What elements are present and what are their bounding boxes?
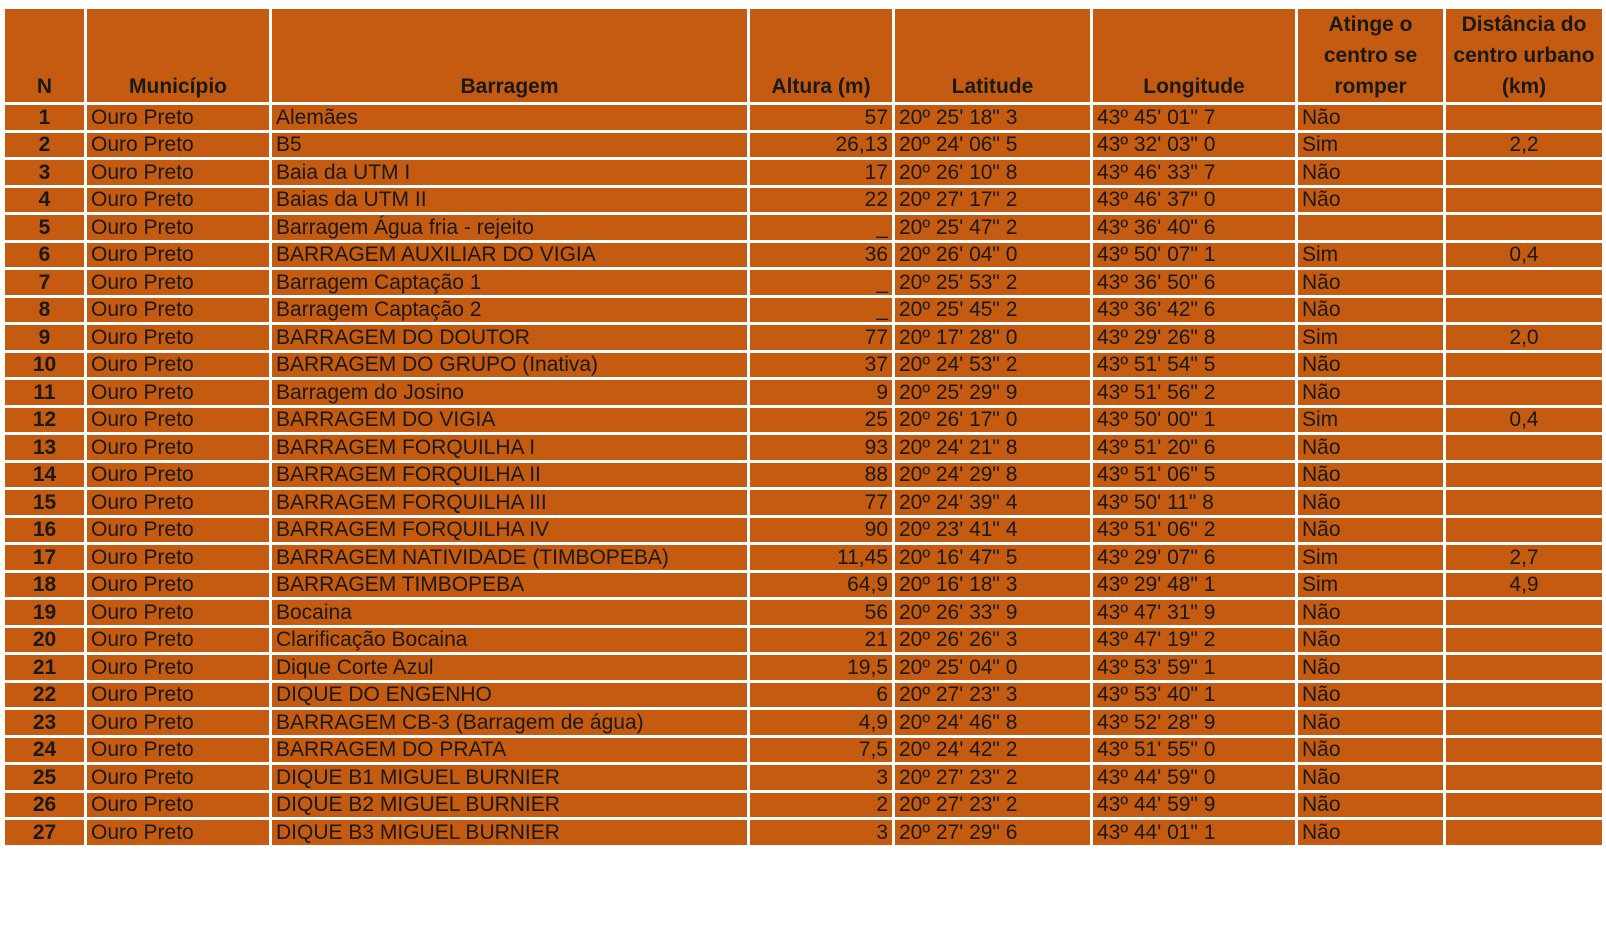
- cell-atinge: Não: [1297, 654, 1445, 682]
- cell-latitude: 20º 24' 39" 4: [894, 489, 1092, 517]
- cell-longitude: 43º 51' 55" 0: [1092, 736, 1297, 764]
- cell-latitude: 20º 25' 45" 2: [894, 296, 1092, 324]
- cell-longitude: 43º 29' 26" 8: [1092, 324, 1297, 352]
- table-row: [4, 379, 1604, 407]
- cell-atinge: Não: [1297, 461, 1445, 489]
- cell-barragem: Baia da UTM I: [271, 159, 749, 187]
- cell-municipio: Ouro Preto: [86, 764, 271, 792]
- cell-latitude: 20º 24' 42" 2: [894, 736, 1092, 764]
- cell-atinge: Sim: [1297, 241, 1445, 269]
- cell-barragem: BARRAGEM CB-3 (Barragem de água): [271, 709, 749, 737]
- cell-barragem: DIQUE B2 MIGUEL BURNIER: [271, 791, 749, 819]
- cell-municipio: Ouro Preto: [86, 434, 271, 462]
- cell-municipio: Ouro Preto: [86, 296, 271, 324]
- cell-distancia: 4,9: [1445, 571, 1604, 599]
- cell-longitude: 43º 53' 59" 1: [1092, 654, 1297, 682]
- cell-latitude: 20º 27' 29" 6: [894, 819, 1092, 847]
- table-row: [4, 544, 1604, 572]
- table-row: [4, 406, 1604, 434]
- cell-altura: _: [749, 214, 894, 242]
- cell-distancia: [1445, 379, 1604, 407]
- cell-altura: 19,5: [749, 654, 894, 682]
- cell-distancia: [1445, 819, 1604, 847]
- cell-altura: 57: [749, 104, 894, 132]
- cell-latitude: 20º 26' 04" 0: [894, 241, 1092, 269]
- cell-n: 15: [4, 489, 86, 517]
- cell-municipio: Ouro Preto: [86, 186, 271, 214]
- cell-latitude: 20º 27' 23" 3: [894, 681, 1092, 709]
- cell-latitude: 20º 26' 17" 0: [894, 406, 1092, 434]
- cell-distancia: [1445, 764, 1604, 792]
- dams-sheet: [2, 6, 1602, 848]
- cell-altura: 77: [749, 489, 894, 517]
- cell-municipio: Ouro Preto: [86, 461, 271, 489]
- cell-n: 7: [4, 269, 86, 297]
- cell-municipio: Ouro Preto: [86, 599, 271, 627]
- cell-barragem: BARRAGEM FORQUILHA II: [271, 461, 749, 489]
- cell-distancia: 2,7: [1445, 544, 1604, 572]
- cell-distancia: [1445, 214, 1604, 242]
- cell-municipio: Ouro Preto: [86, 269, 271, 297]
- cell-altura: 25: [749, 406, 894, 434]
- cell-longitude: 43º 53' 40" 1: [1092, 681, 1297, 709]
- cell-longitude: 43º 44' 59" 9: [1092, 791, 1297, 819]
- cell-n: 6: [4, 241, 86, 269]
- cell-altura: 3: [749, 819, 894, 847]
- header-altura: Altura (m): [749, 8, 894, 104]
- cell-municipio: Ouro Preto: [86, 324, 271, 352]
- cell-barragem: Clarificação Bocaina: [271, 626, 749, 654]
- cell-altura: 56: [749, 599, 894, 627]
- cell-longitude: 43º 36' 42" 6: [1092, 296, 1297, 324]
- cell-altura: 77: [749, 324, 894, 352]
- cell-latitude: 20º 24' 06" 5: [894, 131, 1092, 159]
- cell-atinge: Sim: [1297, 324, 1445, 352]
- cell-atinge: Não: [1297, 626, 1445, 654]
- cell-longitude: 43º 46' 37" 0: [1092, 186, 1297, 214]
- cell-barragem: BARRAGEM TIMBOPEBA: [271, 571, 749, 599]
- cell-municipio: Ouro Preto: [86, 626, 271, 654]
- cell-atinge: Não: [1297, 434, 1445, 462]
- cell-municipio: Ouro Preto: [86, 571, 271, 599]
- cell-n: 25: [4, 764, 86, 792]
- cell-altura: _: [749, 269, 894, 297]
- header-municipio: Município: [86, 8, 271, 104]
- cell-barragem: DIQUE B1 MIGUEL BURNIER: [271, 764, 749, 792]
- cell-barragem: Alemães: [271, 104, 749, 132]
- cell-municipio: Ouro Preto: [86, 489, 271, 517]
- cell-n: 22: [4, 681, 86, 709]
- cell-longitude: 43º 44' 59" 0: [1092, 764, 1297, 792]
- cell-latitude: 20º 16' 18" 3: [894, 571, 1092, 599]
- table-row: [4, 736, 1604, 764]
- cell-atinge: Não: [1297, 104, 1445, 132]
- cell-municipio: Ouro Preto: [86, 406, 271, 434]
- cell-n: 3: [4, 159, 86, 187]
- cell-distancia: [1445, 791, 1604, 819]
- cell-municipio: Ouro Preto: [86, 159, 271, 187]
- cell-barragem: Barragem do Josino: [271, 379, 749, 407]
- cell-atinge: Não: [1297, 489, 1445, 517]
- header-row: [4, 8, 1604, 104]
- cell-atinge: Não: [1297, 159, 1445, 187]
- cell-distancia: [1445, 461, 1604, 489]
- cell-altura: 4,9: [749, 709, 894, 737]
- cell-distancia: 0,4: [1445, 241, 1604, 269]
- cell-altura: 11,45: [749, 544, 894, 572]
- cell-longitude: 43º 47' 19" 2: [1092, 626, 1297, 654]
- cell-municipio: Ouro Preto: [86, 104, 271, 132]
- cell-altura: 17: [749, 159, 894, 187]
- cell-n: 4: [4, 186, 86, 214]
- cell-latitude: 20º 26' 10" 8: [894, 159, 1092, 187]
- table-row: [4, 351, 1604, 379]
- cell-latitude: 20º 25' 29" 9: [894, 379, 1092, 407]
- cell-n: 20: [4, 626, 86, 654]
- cell-altura: 26,13: [749, 131, 894, 159]
- header-latitude: Latitude: [894, 8, 1092, 104]
- cell-longitude: 43º 51' 54" 5: [1092, 351, 1297, 379]
- cell-barragem: BARRAGEM DO DOUTOR: [271, 324, 749, 352]
- table-row: [4, 819, 1604, 847]
- cell-altura: 3: [749, 764, 894, 792]
- table-row: [4, 571, 1604, 599]
- cell-longitude: 43º 32' 03" 0: [1092, 131, 1297, 159]
- cell-atinge: Sim: [1297, 544, 1445, 572]
- cell-longitude: 43º 29' 48" 1: [1092, 571, 1297, 599]
- cell-atinge: Não: [1297, 186, 1445, 214]
- cell-distancia: [1445, 654, 1604, 682]
- cell-distancia: [1445, 351, 1604, 379]
- cell-n: 9: [4, 324, 86, 352]
- header-distancia: Distância do centro urbano (km): [1445, 8, 1604, 104]
- cell-municipio: Ouro Preto: [86, 654, 271, 682]
- cell-longitude: 43º 47' 31" 9: [1092, 599, 1297, 627]
- cell-distancia: 2,2: [1445, 131, 1604, 159]
- cell-longitude: 43º 50' 07" 1: [1092, 241, 1297, 269]
- cell-barragem: BARRAGEM AUXILIAR DO VIGIA: [271, 241, 749, 269]
- cell-barragem: BARRAGEM FORQUILHA III: [271, 489, 749, 517]
- table-row: [4, 516, 1604, 544]
- cell-altura: 9: [749, 379, 894, 407]
- cell-atinge: Não: [1297, 819, 1445, 847]
- header-longitude: Longitude: [1092, 8, 1297, 104]
- cell-distancia: [1445, 186, 1604, 214]
- cell-n: 16: [4, 516, 86, 544]
- cell-latitude: 20º 23' 41" 4: [894, 516, 1092, 544]
- cell-barragem: Dique Corte Azul: [271, 654, 749, 682]
- cell-latitude: 20º 24' 21" 8: [894, 434, 1092, 462]
- table-row: [4, 681, 1604, 709]
- table-row: [4, 599, 1604, 627]
- cell-altura: 21: [749, 626, 894, 654]
- cell-altura: 90: [749, 516, 894, 544]
- cell-distancia: [1445, 736, 1604, 764]
- table-row: [4, 159, 1604, 187]
- header-atinge: Atinge o centro se romper: [1297, 8, 1445, 104]
- cell-distancia: [1445, 269, 1604, 297]
- cell-n: 5: [4, 214, 86, 242]
- cell-barragem: Baias da UTM II: [271, 186, 749, 214]
- cell-municipio: Ouro Preto: [86, 791, 271, 819]
- cell-municipio: Ouro Preto: [86, 681, 271, 709]
- cell-municipio: Ouro Preto: [86, 241, 271, 269]
- cell-barragem: Barragem Captação 2: [271, 296, 749, 324]
- table-row: [4, 654, 1604, 682]
- cell-longitude: 43º 45' 01" 7: [1092, 104, 1297, 132]
- cell-atinge: Sim: [1297, 406, 1445, 434]
- cell-n: 2: [4, 131, 86, 159]
- cell-latitude: 20º 27' 23" 2: [894, 764, 1092, 792]
- cell-atinge: Não: [1297, 764, 1445, 792]
- cell-barragem: B5: [271, 131, 749, 159]
- cell-n: 8: [4, 296, 86, 324]
- cell-atinge: [1297, 214, 1445, 242]
- cell-atinge: Não: [1297, 736, 1445, 764]
- cell-longitude: 43º 51' 56" 2: [1092, 379, 1297, 407]
- cell-n: 21: [4, 654, 86, 682]
- cell-latitude: 20º 26' 33" 9: [894, 599, 1092, 627]
- cell-longitude: 43º 36' 40" 6: [1092, 214, 1297, 242]
- cell-latitude: 20º 25' 47" 2: [894, 214, 1092, 242]
- table-header: [4, 8, 1604, 104]
- cell-longitude: 43º 50' 11" 8: [1092, 489, 1297, 517]
- cell-distancia: [1445, 296, 1604, 324]
- cell-n: 19: [4, 599, 86, 627]
- cell-distancia: 0,4: [1445, 406, 1604, 434]
- cell-longitude: 43º 52' 28" 9: [1092, 709, 1297, 737]
- cell-altura: 2: [749, 791, 894, 819]
- cell-latitude: 20º 27' 17" 2: [894, 186, 1092, 214]
- cell-longitude: 43º 51' 06" 5: [1092, 461, 1297, 489]
- cell-distancia: [1445, 159, 1604, 187]
- cell-atinge: Não: [1297, 516, 1445, 544]
- table-row: [4, 186, 1604, 214]
- cell-distancia: [1445, 709, 1604, 737]
- cell-altura: 37: [749, 351, 894, 379]
- cell-altura: 88: [749, 461, 894, 489]
- cell-altura: 7,5: [749, 736, 894, 764]
- cell-municipio: Ouro Preto: [86, 709, 271, 737]
- cell-altura: 22: [749, 186, 894, 214]
- cell-barragem: Bocaina: [271, 599, 749, 627]
- cell-atinge: Não: [1297, 681, 1445, 709]
- cell-n: 12: [4, 406, 86, 434]
- cell-municipio: Ouro Preto: [86, 819, 271, 847]
- cell-longitude: 43º 29' 07" 6: [1092, 544, 1297, 572]
- cell-latitude: 20º 16' 47" 5: [894, 544, 1092, 572]
- cell-barragem: BARRAGEM FORQUILHA IV: [271, 516, 749, 544]
- cell-n: 14: [4, 461, 86, 489]
- cell-n: 10: [4, 351, 86, 379]
- table-row: [4, 269, 1604, 297]
- cell-n: 1: [4, 104, 86, 132]
- cell-distancia: [1445, 516, 1604, 544]
- cell-latitude: 20º 24' 53" 2: [894, 351, 1092, 379]
- cell-municipio: Ouro Preto: [86, 351, 271, 379]
- table-row: [4, 489, 1604, 517]
- cell-atinge: Não: [1297, 351, 1445, 379]
- cell-distancia: [1445, 599, 1604, 627]
- cell-altura: 6: [749, 681, 894, 709]
- cell-distancia: [1445, 434, 1604, 462]
- cell-atinge: Sim: [1297, 131, 1445, 159]
- cell-barragem: BARRAGEM DO PRATA: [271, 736, 749, 764]
- table-row: [4, 296, 1604, 324]
- cell-barragem: BARRAGEM DO GRUPO (Inativa): [271, 351, 749, 379]
- cell-barragem: Barragem Água fria - rejeito: [271, 214, 749, 242]
- cell-distancia: [1445, 489, 1604, 517]
- table-row: [4, 791, 1604, 819]
- cell-municipio: Ouro Preto: [86, 544, 271, 572]
- cell-n: 18: [4, 571, 86, 599]
- cell-latitude: 20º 25' 53" 2: [894, 269, 1092, 297]
- cell-n: 24: [4, 736, 86, 764]
- table-row: [4, 104, 1604, 132]
- cell-latitude: 20º 24' 29" 8: [894, 461, 1092, 489]
- cell-barragem: Barragem Captação 1: [271, 269, 749, 297]
- cell-altura: 93: [749, 434, 894, 462]
- cell-latitude: 20º 26' 26" 3: [894, 626, 1092, 654]
- cell-longitude: 43º 36' 50" 6: [1092, 269, 1297, 297]
- table-row: [4, 214, 1604, 242]
- cell-municipio: Ouro Preto: [86, 516, 271, 544]
- cell-municipio: Ouro Preto: [86, 131, 271, 159]
- cell-municipio: Ouro Preto: [86, 736, 271, 764]
- cell-distancia: 2,0: [1445, 324, 1604, 352]
- cell-n: 17: [4, 544, 86, 572]
- cell-barragem: BARRAGEM FORQUILHA I: [271, 434, 749, 462]
- cell-n: 26: [4, 791, 86, 819]
- cell-longitude: 43º 51' 20" 6: [1092, 434, 1297, 462]
- cell-atinge: Não: [1297, 791, 1445, 819]
- table-row: [4, 764, 1604, 792]
- cell-longitude: 43º 46' 33" 7: [1092, 159, 1297, 187]
- cell-altura: 36: [749, 241, 894, 269]
- cell-municipio: Ouro Preto: [86, 379, 271, 407]
- table-row: [4, 324, 1604, 352]
- table-row: [4, 709, 1604, 737]
- cell-altura: 64,9: [749, 571, 894, 599]
- table-row: [4, 434, 1604, 462]
- cell-barragem: DIQUE B3 MIGUEL BURNIER: [271, 819, 749, 847]
- cell-atinge: Não: [1297, 379, 1445, 407]
- dams-table: [2, 6, 1605, 848]
- cell-distancia: [1445, 104, 1604, 132]
- cell-altura: _: [749, 296, 894, 324]
- table-row: [4, 626, 1604, 654]
- cell-longitude: 43º 44' 01" 1: [1092, 819, 1297, 847]
- cell-atinge: Não: [1297, 296, 1445, 324]
- cell-latitude: 20º 27' 23" 2: [894, 791, 1092, 819]
- cell-atinge: Não: [1297, 599, 1445, 627]
- cell-latitude: 20º 17' 28" 0: [894, 324, 1092, 352]
- cell-distancia: [1445, 626, 1604, 654]
- cell-atinge: Sim: [1297, 571, 1445, 599]
- cell-longitude: 43º 50' 00" 1: [1092, 406, 1297, 434]
- cell-n: 13: [4, 434, 86, 462]
- cell-barragem: BARRAGEM DO VIGIA: [271, 406, 749, 434]
- header-barragem: Barragem: [271, 8, 749, 104]
- cell-latitude: 20º 24' 46" 8: [894, 709, 1092, 737]
- cell-barragem: BARRAGEM NATIVIDADE (TIMBOPEBA): [271, 544, 749, 572]
- cell-longitude: 43º 51' 06" 2: [1092, 516, 1297, 544]
- cell-n: 23: [4, 709, 86, 737]
- cell-n: 27: [4, 819, 86, 847]
- cell-atinge: Não: [1297, 269, 1445, 297]
- cell-n: 11: [4, 379, 86, 407]
- cell-latitude: 20º 25' 18" 3: [894, 104, 1092, 132]
- cell-barragem: DIQUE DO ENGENHO: [271, 681, 749, 709]
- table-body: [4, 104, 1604, 847]
- table-row: [4, 461, 1604, 489]
- cell-atinge: Não: [1297, 709, 1445, 737]
- table-row: [4, 241, 1604, 269]
- table-row: [4, 131, 1604, 159]
- cell-municipio: Ouro Preto: [86, 214, 271, 242]
- cell-distancia: [1445, 681, 1604, 709]
- header-n: N: [4, 8, 86, 104]
- cell-latitude: 20º 25' 04" 0: [894, 654, 1092, 682]
